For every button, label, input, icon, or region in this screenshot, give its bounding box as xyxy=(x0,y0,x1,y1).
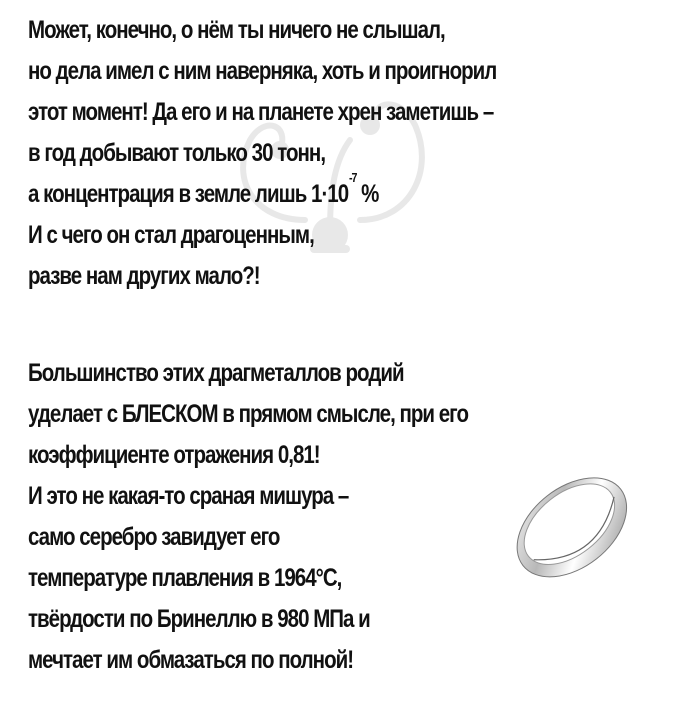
stanza2-line-8: мечтает им обмазаться по полной! xyxy=(28,646,354,674)
concentration-unit: % xyxy=(361,180,379,208)
stanza1-line-6: И с чего он стал драгоценным, xyxy=(28,221,314,249)
stanza1-line-5 xyxy=(28,170,700,215)
stanza2-line-6: температуре плавления в 1964°С, xyxy=(28,564,342,592)
stanza-gap xyxy=(28,297,700,353)
concentration-exponent: -7 xyxy=(348,170,357,185)
ring-image xyxy=(500,460,640,590)
stanza2-line-5: само серебро завидует его xyxy=(28,523,280,551)
stanza2-line-1: Большинство этих драгметаллов родий xyxy=(28,359,404,387)
stanza2-line-2: уделает с БЛЕСКОМ в прямом смысле, при его xyxy=(28,400,468,428)
stanza2-line-4: И это не какая-то сраная мишура – xyxy=(28,482,349,510)
stanza1-line-4: в год добывают только 30 тонн, xyxy=(28,139,326,167)
stanza1-line-7: разве нам других мало?! xyxy=(28,262,260,290)
concentration-text: а концентрация в земле лишь 1·10 xyxy=(28,180,349,208)
stanza1-line-1: Может, конечно, о нём ты ничего не слышал, xyxy=(28,16,445,44)
stanza2-line-3: коэффициенте отражения 0,81! xyxy=(28,441,320,469)
stanza1-line-2: но дела имел с ним наверняка, хоть и проигнорил xyxy=(28,57,497,85)
stanza2-line-7: твёрдости по Бринеллю в 980 МПа и xyxy=(28,605,370,633)
stanza1-line-3: этот момент! Да его и на планете хрен заметишь – xyxy=(28,98,494,126)
